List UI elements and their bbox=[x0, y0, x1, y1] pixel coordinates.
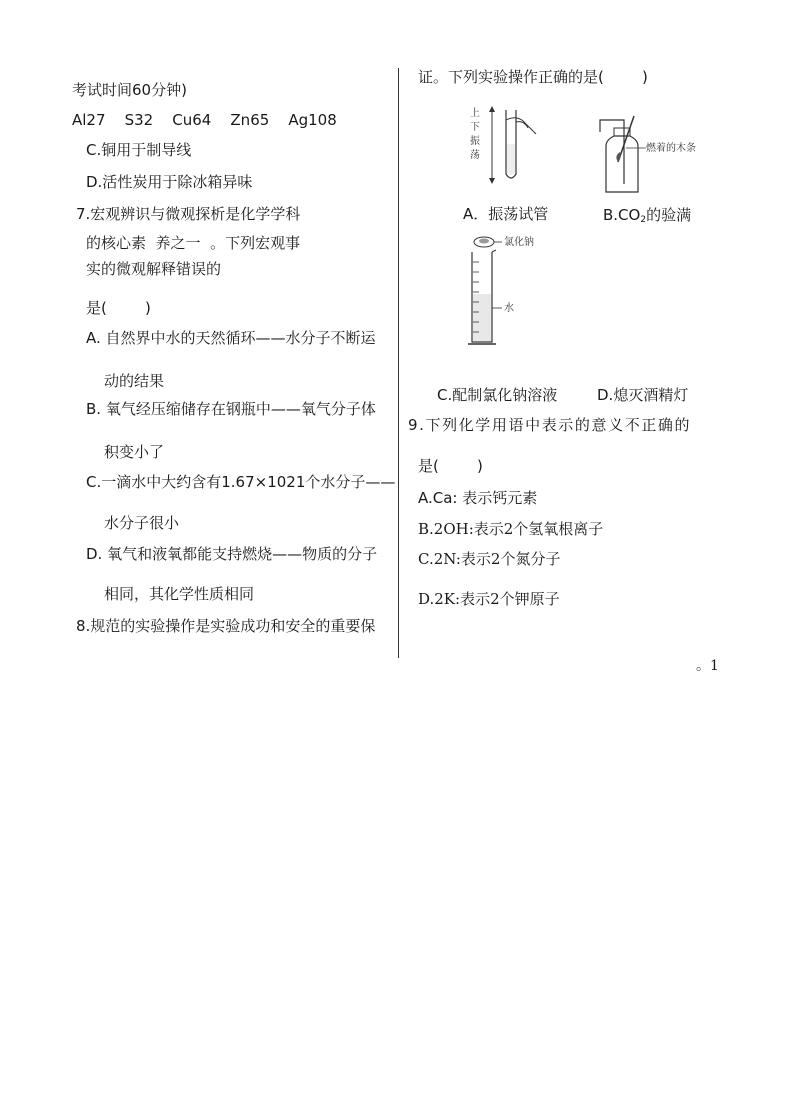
q7-stem-line1: 7.宏观辨识与微观探析是化学学科 bbox=[76, 205, 301, 223]
q7-stem-line3: 实的微观解释错误的 bbox=[86, 260, 222, 278]
q8-option-b bbox=[603, 206, 691, 229]
fig-a-label-3: 振 bbox=[470, 136, 480, 147]
fig-a-label-2: 下 bbox=[470, 122, 480, 133]
q6-option-d: D.活性炭用于除冰箱异味 bbox=[86, 173, 253, 191]
q8-option-b-suffix: 的验满 bbox=[646, 206, 692, 224]
q7-option-d: D. 氧气和液氧都能支持燃烧——物质的分子 bbox=[86, 545, 378, 563]
fig-c-label-nacl: 氯化钠 bbox=[504, 237, 534, 248]
q7-option-b: B. 氧气经压缩储存在钢瓶中——氧气分子体 bbox=[86, 400, 376, 418]
q8-stem-line1: 8.规范的实验操作是实验成功和安全的重要保 bbox=[76, 617, 376, 635]
page-number: 。1 bbox=[696, 658, 719, 674]
q7-answer-blank: 是( ) bbox=[86, 299, 151, 317]
q9-option-d: D.2K:表示2个钾原子 bbox=[418, 590, 560, 608]
q9-stem-line1: 9.下列化学用语中表示的意义不正确的 bbox=[408, 416, 692, 434]
q8-option-d: D.熄灭酒精灯 bbox=[597, 386, 689, 404]
atomic-masses: Al27 S32 Cu64 Zn65 Ag108 bbox=[72, 111, 337, 129]
q7-option-c-cont: 水分子很小 bbox=[104, 514, 180, 532]
q9-option-a: A.Ca: 表示钙元素 bbox=[418, 489, 538, 507]
figure-co2-full-test bbox=[596, 112, 736, 196]
q8-option-a: A．振荡试管 bbox=[463, 205, 549, 223]
fig-a-label-1: 上 bbox=[470, 108, 480, 119]
q6-option-c: C.铜用于制导线 bbox=[86, 141, 192, 159]
column-divider bbox=[398, 68, 399, 658]
fig-c-label-water: 水 bbox=[504, 303, 514, 314]
fig-b-label: 燃着的木条 bbox=[646, 143, 696, 154]
q9-answer-blank: 是( ) bbox=[418, 457, 483, 475]
q7-option-a: A. 自然界中水的天然循环——水分子不断运 bbox=[86, 329, 376, 347]
figure-nacl-solution bbox=[462, 232, 552, 348]
q8-option-c: C.配制氯化钠溶液 bbox=[437, 386, 558, 404]
exam-time: 考试时间60分钟) bbox=[72, 81, 187, 99]
q9-option-c: C.2N:表示2个氮分子 bbox=[418, 550, 561, 568]
q7-stem-line2: 的核心素 养之一 。下列宏观事 bbox=[86, 234, 301, 252]
fig-a-label-4: 荡 bbox=[470, 150, 480, 161]
q8-option-b-subscript: 2 bbox=[640, 215, 647, 225]
figure-shake-test-tube bbox=[466, 104, 546, 188]
q8-option-b-prefix: B.CO bbox=[603, 206, 641, 224]
q7-option-a-cont: 动的结果 bbox=[104, 372, 165, 390]
q8-stem-line2: 证。下列实验操作正确的是( ) bbox=[418, 68, 648, 86]
q7-option-c: C.一滴水中大约含有1.67×1021个水分子—— bbox=[86, 473, 396, 491]
q7-option-d-cont: 相同，其化学性质相同 bbox=[104, 585, 255, 603]
q9-option-b: B.2OH:表示2个氢氧根离子 bbox=[418, 520, 604, 538]
q7-option-b-cont: 积变小了 bbox=[104, 443, 165, 461]
